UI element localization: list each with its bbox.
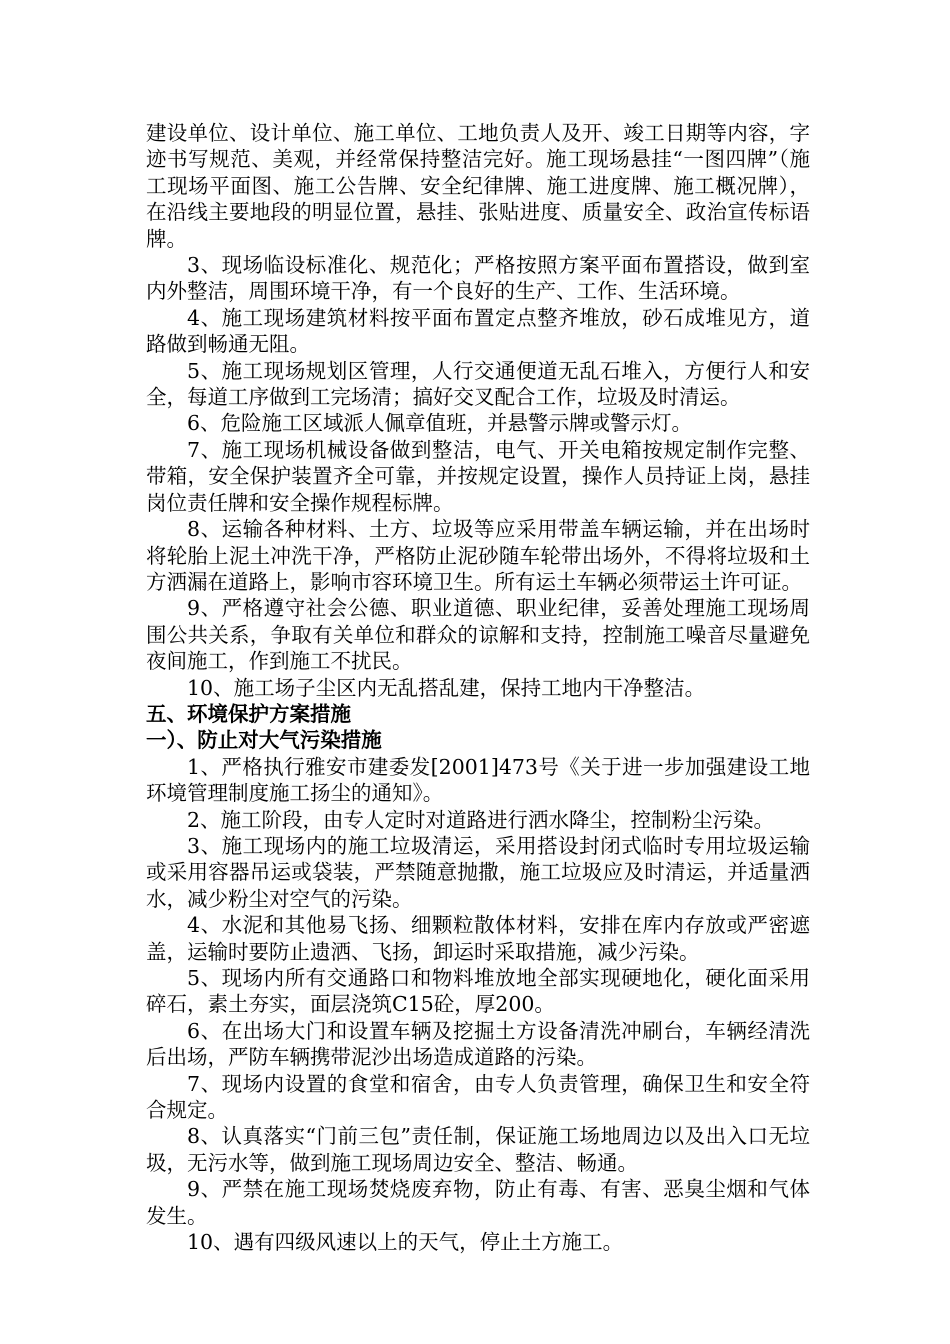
document-page xyxy=(146,120,810,1255)
paragraph-air-item-2: 2、施工阶段，由专人定时对道路进行洒水降尘，控制粉尘污染。 xyxy=(187,807,775,832)
paragraph-item-6: 6、危险施工区域派人佩章值班，并悬警示牌或警示灯。 xyxy=(187,411,693,436)
paragraph-item-5: 5、施工现场规划区管理，人行交通便道无乱石堆入，方便行人和安全，每道工序做到工完场清；搞好交叉配合工作，垃圾及时清运。 xyxy=(146,358,810,410)
paragraph-air-item-4: 4、水泥和其他易飞扬、细颗粒散体材料，安排在库内存放或严密遮盖，运输时要防止遗洒、飞扬，卸运时采取措施，减少污染。 xyxy=(146,913,810,964)
paragraph-item-4: 4、施工现场建筑材料按平面布置定点整齐堆放，砂石成堆见方，道路做到畅通无阻。 xyxy=(146,305,810,357)
paragraph-item-8: 8、运输各种材料、土方、垃圾等应采用带盖车辆运输，并在出场时将轮胎上泥土冲洗干净，严格防止泥砂随车轮带出场外，不得将垃圾和土方洒漏在道路上，影响市容环境卫生。所有运土车辆必须带运土许可证。 xyxy=(146,517,810,594)
paragraph-item-3: 3、现场临设标准化、规范化；严格按照方案平面布置搭设，做到室内外整洁，周围环境干净，有一个良好的生产、工作、生活环境。 xyxy=(146,253,810,304)
paragraph-item-10: 10、施工场子尘区内无乱搭乱建，保持工地内干净整洁。 xyxy=(187,675,706,700)
paragraph-item-7: 7、施工现场机械设备做到整洁，电气、开关电箱按规定制作完整、带箱，安全保护装置齐全可靠，并按规定设置，操作人员持证上岗，悬挂岗位责任牌和安全操作规程标牌。 xyxy=(146,437,810,515)
paragraph-air-item-9: 9、严禁在施工现场焚烧废弃物，防止有毒、有害、恶臭尘烟和气体发生。 xyxy=(146,1177,810,1228)
paragraph-signage: 建设单位、设计单位、施工单位、工地负责人及开、竣工日期等内容，字迹书写规范、美观，并经常保持整洁完好。施工现场悬挂“一图四牌”（施工现场平面图、施工公告牌、安全纪律牌、施工进度牌、施工概况牌），在沿线主要地段的明显位置，悬挂、张贴进度、质量安全、政治宣传标语牌。 xyxy=(146,121,810,251)
section-heading-environmental-protection: 五、环境保护方案措施 xyxy=(146,701,351,726)
paragraph-item-9: 9、严格遵守社会公德、职业道德、职业纪律，妥善处理施工现场周围公共关系，争取有关单位和群众的谅解和支持，控制施工噪音尽量避免夜间施工，作到施工不扰民。 xyxy=(146,596,810,674)
paragraph-air-item-10: 10、遇有四级风速以上的天气，停止土方施工。 xyxy=(187,1230,624,1255)
paragraph-air-item-7: 7、现场内设置的食堂和宿舍，由专人负责管理，确保卫生和安全符合规定。 xyxy=(146,1071,810,1123)
paragraph-air-item-6: 6、在出场大门和设置车辆及挖掘土方设备清洗冲刷台，车辆经清洗后出场，严防车辆携带泥沙出场造成道路的污染。 xyxy=(146,1018,810,1070)
paragraph-air-item-1: 1、严格执行雅安市建委发[2001]473号《关于进一步加强建设工地环境管理制度施工扬尘的通知》。 xyxy=(146,754,810,806)
paragraph-air-item-3: 3、施工现场内的施工垃圾清运，采用搭设封闭式临时专用垃圾运输或采用容器吊运或袋装，严禁随意抛撒，施工垃圾应及时清运，并适量洒水，减少粉尘对空气的污染。 xyxy=(146,833,810,911)
subsection-heading-air-pollution: 一）、防止对大气污染措施 xyxy=(146,728,382,753)
paragraph-air-item-8: 8、认真落实“门前三包”责任制，保证施工场地周边以及出入口无垃圾，无污水等，做到施工现场周边安全、整洁、畅通。 xyxy=(146,1124,810,1175)
paragraph-air-item-5: 5、现场内所有交通路口和物料堆放地全部实现硬地化，硬化面采用碎石，素土夯实，面层浇筑C15砼，厚200。 xyxy=(146,966,810,1017)
